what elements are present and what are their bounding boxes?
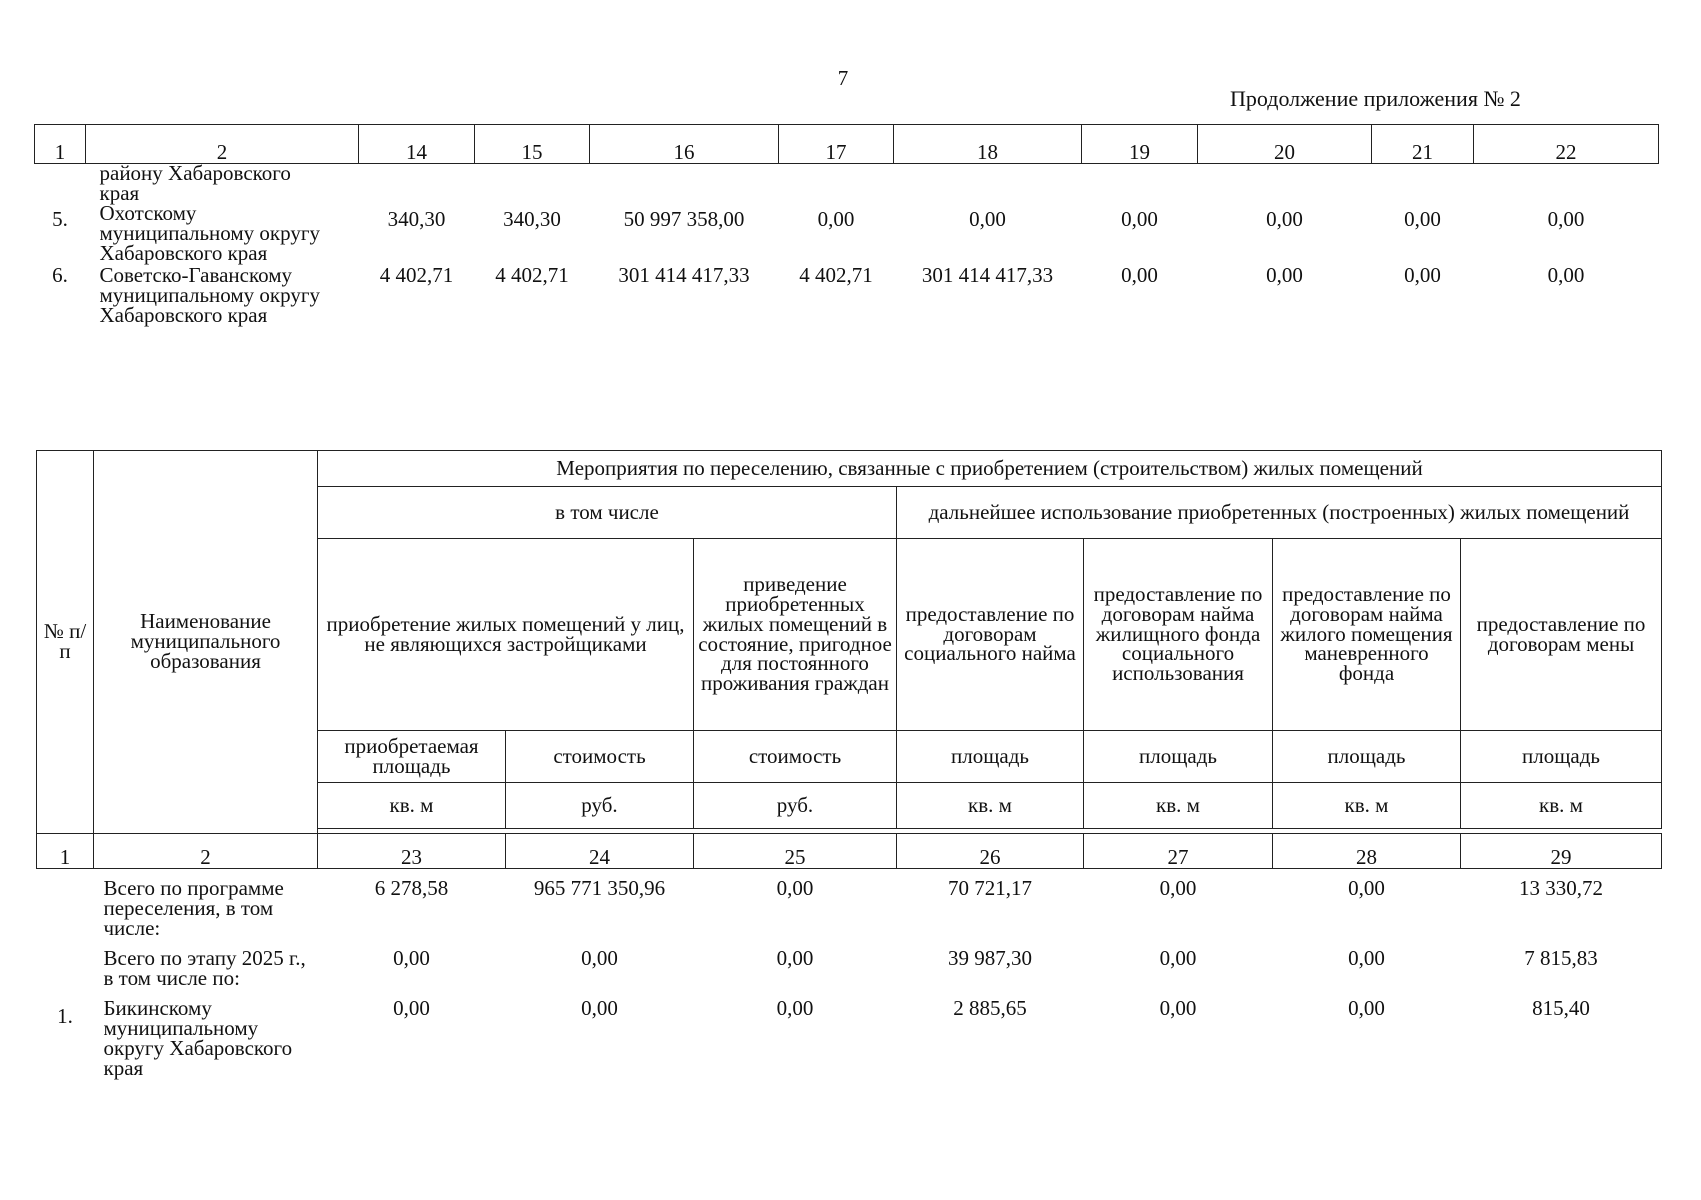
header-area: площадь [1461, 731, 1662, 783]
header-area: площадь [1084, 731, 1273, 783]
header-unit: кв. м [1461, 783, 1662, 829]
column-number-row [37, 834, 1662, 869]
row-empty [359, 164, 1659, 204]
col-num: 29 [1461, 834, 1662, 869]
cell-value: 70 721,17 [948, 876, 1032, 900]
column-number-row [35, 125, 1659, 164]
header-num: № п/п [37, 451, 94, 834]
cell-value: 0,00 [1547, 262, 1585, 287]
col-num: 1 [37, 834, 94, 869]
header-name: Наименование муниципального образования [94, 451, 318, 834]
header-exchange: предоставление по договорам мены [1461, 539, 1662, 731]
table-row [35, 204, 1659, 264]
col-num: 23 [318, 834, 506, 869]
cell-value: 0,00 [1266, 262, 1303, 287]
cell-value: 13 330,72 [1519, 876, 1603, 900]
cell-value: 0,00 [1266, 206, 1303, 231]
col-num: 21 [1372, 125, 1474, 164]
cell-value: 7 815,83 [1524, 945, 1598, 970]
row-number: 5. [52, 206, 68, 231]
row-name: району Хабаровского края [99, 161, 291, 205]
cell-value: 2 885,65 [953, 995, 1027, 1020]
cell-value: 0,00 [776, 945, 814, 970]
cell-value: 0,00 [393, 995, 430, 1020]
row-number [37, 869, 94, 939]
col-num: 24 [506, 834, 694, 869]
header-unit: кв. м [1084, 783, 1273, 829]
col-num: 25 [694, 834, 897, 869]
header-social-use-fund: предоставление по договорам найма жилищного фонда социального использования [1084, 539, 1273, 731]
cell-value: 0,00 [776, 876, 814, 900]
table-upper [34, 124, 1659, 336]
cell-value: 0,00 [1159, 995, 1197, 1020]
cell-value: 4 402,71 [495, 262, 569, 287]
cell-value: 301 414 417,33 [618, 262, 750, 287]
col-num: 17 [779, 125, 894, 164]
row-number: 1. [57, 1003, 73, 1028]
col-num: 1 [35, 125, 86, 164]
header-unit: руб. [694, 783, 897, 829]
row-name: Всего по этапу 2025 г., в том числе по: [103, 945, 306, 990]
table-row [37, 869, 1662, 939]
table-row [35, 264, 1659, 336]
cell-value: 340,30 [387, 206, 446, 231]
cell-value: 0,00 [1348, 876, 1385, 900]
cell-value: 39 987,30 [948, 945, 1032, 970]
cell-value: 0,00 [1159, 876, 1197, 900]
header-bringing: приведение приобретенных жилых помещений в состояние, пригодное для постоянного проживания граждан [694, 539, 897, 731]
cell-value: 0,00 [969, 206, 1006, 231]
col-num: 14 [359, 125, 475, 164]
cell-value: 0,00 [1404, 206, 1441, 231]
header-cost: стоимость [506, 731, 694, 783]
cell-value: 340,30 [503, 206, 561, 231]
header-area: площадь [897, 731, 1084, 783]
col-num: 22 [1474, 125, 1659, 164]
col-num: 15 [475, 125, 590, 164]
cell-value: 0,00 [1121, 206, 1158, 231]
header-unit: кв. м [318, 783, 506, 829]
col-num: 28 [1273, 834, 1461, 869]
row-number: 6. [52, 262, 68, 287]
header-further-use: дальнейшее использование приобретенных (построенных) жилых помещений [897, 487, 1662, 539]
page-number: 7 [837, 66, 849, 90]
cell-value: 0,00 [1547, 206, 1585, 231]
row-name: Советско-Гаванскому муниципальному округу Хабаровского края [99, 262, 320, 327]
cell-value: 965 771 350,96 [533, 876, 666, 900]
cell-value: 0,00 [1159, 945, 1197, 970]
header-unit: кв. м [897, 783, 1084, 829]
header-acquisition: приобретение жилых помещений у лиц, не являющихся застройщиками [318, 539, 694, 731]
cell-value: 815,40 [1532, 995, 1590, 1020]
col-num: 2 [86, 125, 359, 164]
cell-value: 0,00 [776, 995, 814, 1020]
col-num: 18 [894, 125, 1082, 164]
cell-value: 0,00 [581, 945, 618, 970]
cell-value: 0,00 [817, 206, 855, 231]
cell-value: 50 997 358,00 [623, 206, 745, 231]
cell-value: 301 414 417,33 [921, 262, 1054, 287]
col-num: 2 [94, 834, 318, 869]
header-unit: руб. [506, 783, 694, 829]
cell-value: 0,00 [1348, 945, 1385, 970]
col-num: 20 [1198, 125, 1372, 164]
header-main: Мероприятия по переселению, связанные с приобретением (строительством) жилых помещений [318, 451, 1662, 487]
row-number [35, 164, 86, 204]
header-acquired-area: приобретаемая площадь [318, 731, 506, 783]
header-social-hire: предоставление по договорам социального найма [897, 539, 1084, 731]
col-num: 26 [897, 834, 1084, 869]
header-area: площадь [1273, 731, 1461, 783]
col-num: 16 [590, 125, 779, 164]
header-cost: стоимость [694, 731, 897, 783]
cell-value: 0,00 [1121, 262, 1158, 287]
appendix-continuation: Продолжение приложения № 2 [1230, 86, 1521, 111]
cell-value: 0,00 [393, 945, 430, 970]
cell-value: 6 278,58 [374, 876, 449, 900]
table-row [35, 164, 1659, 204]
table-row [37, 989, 1662, 1079]
cell-value: 0,00 [581, 995, 618, 1020]
col-num: 27 [1084, 834, 1273, 869]
row-name: Охотскому муниципальному округу Хабаровского края [99, 200, 320, 265]
row-number [37, 939, 94, 989]
header-in-that-number: в том числе [318, 487, 897, 539]
row-name: Бикинскому муниципальному округу Хабаровского края [103, 995, 293, 1080]
col-num: 19 [1082, 125, 1198, 164]
table-row [37, 939, 1662, 989]
cell-value: 4 402,71 [799, 262, 873, 287]
cell-value: 4 402,71 [379, 262, 454, 287]
row-name: Всего по программе переселения, в том числе: [103, 876, 284, 940]
cell-value: 0,00 [1404, 262, 1441, 287]
table-lower [36, 450, 1662, 1078]
header-unit: кв. м [1273, 783, 1461, 829]
cell-value: 0,00 [1348, 995, 1385, 1020]
header-maneuver-fund: предоставление по договорам найма жилого помещения маневренного фонда [1273, 539, 1461, 731]
